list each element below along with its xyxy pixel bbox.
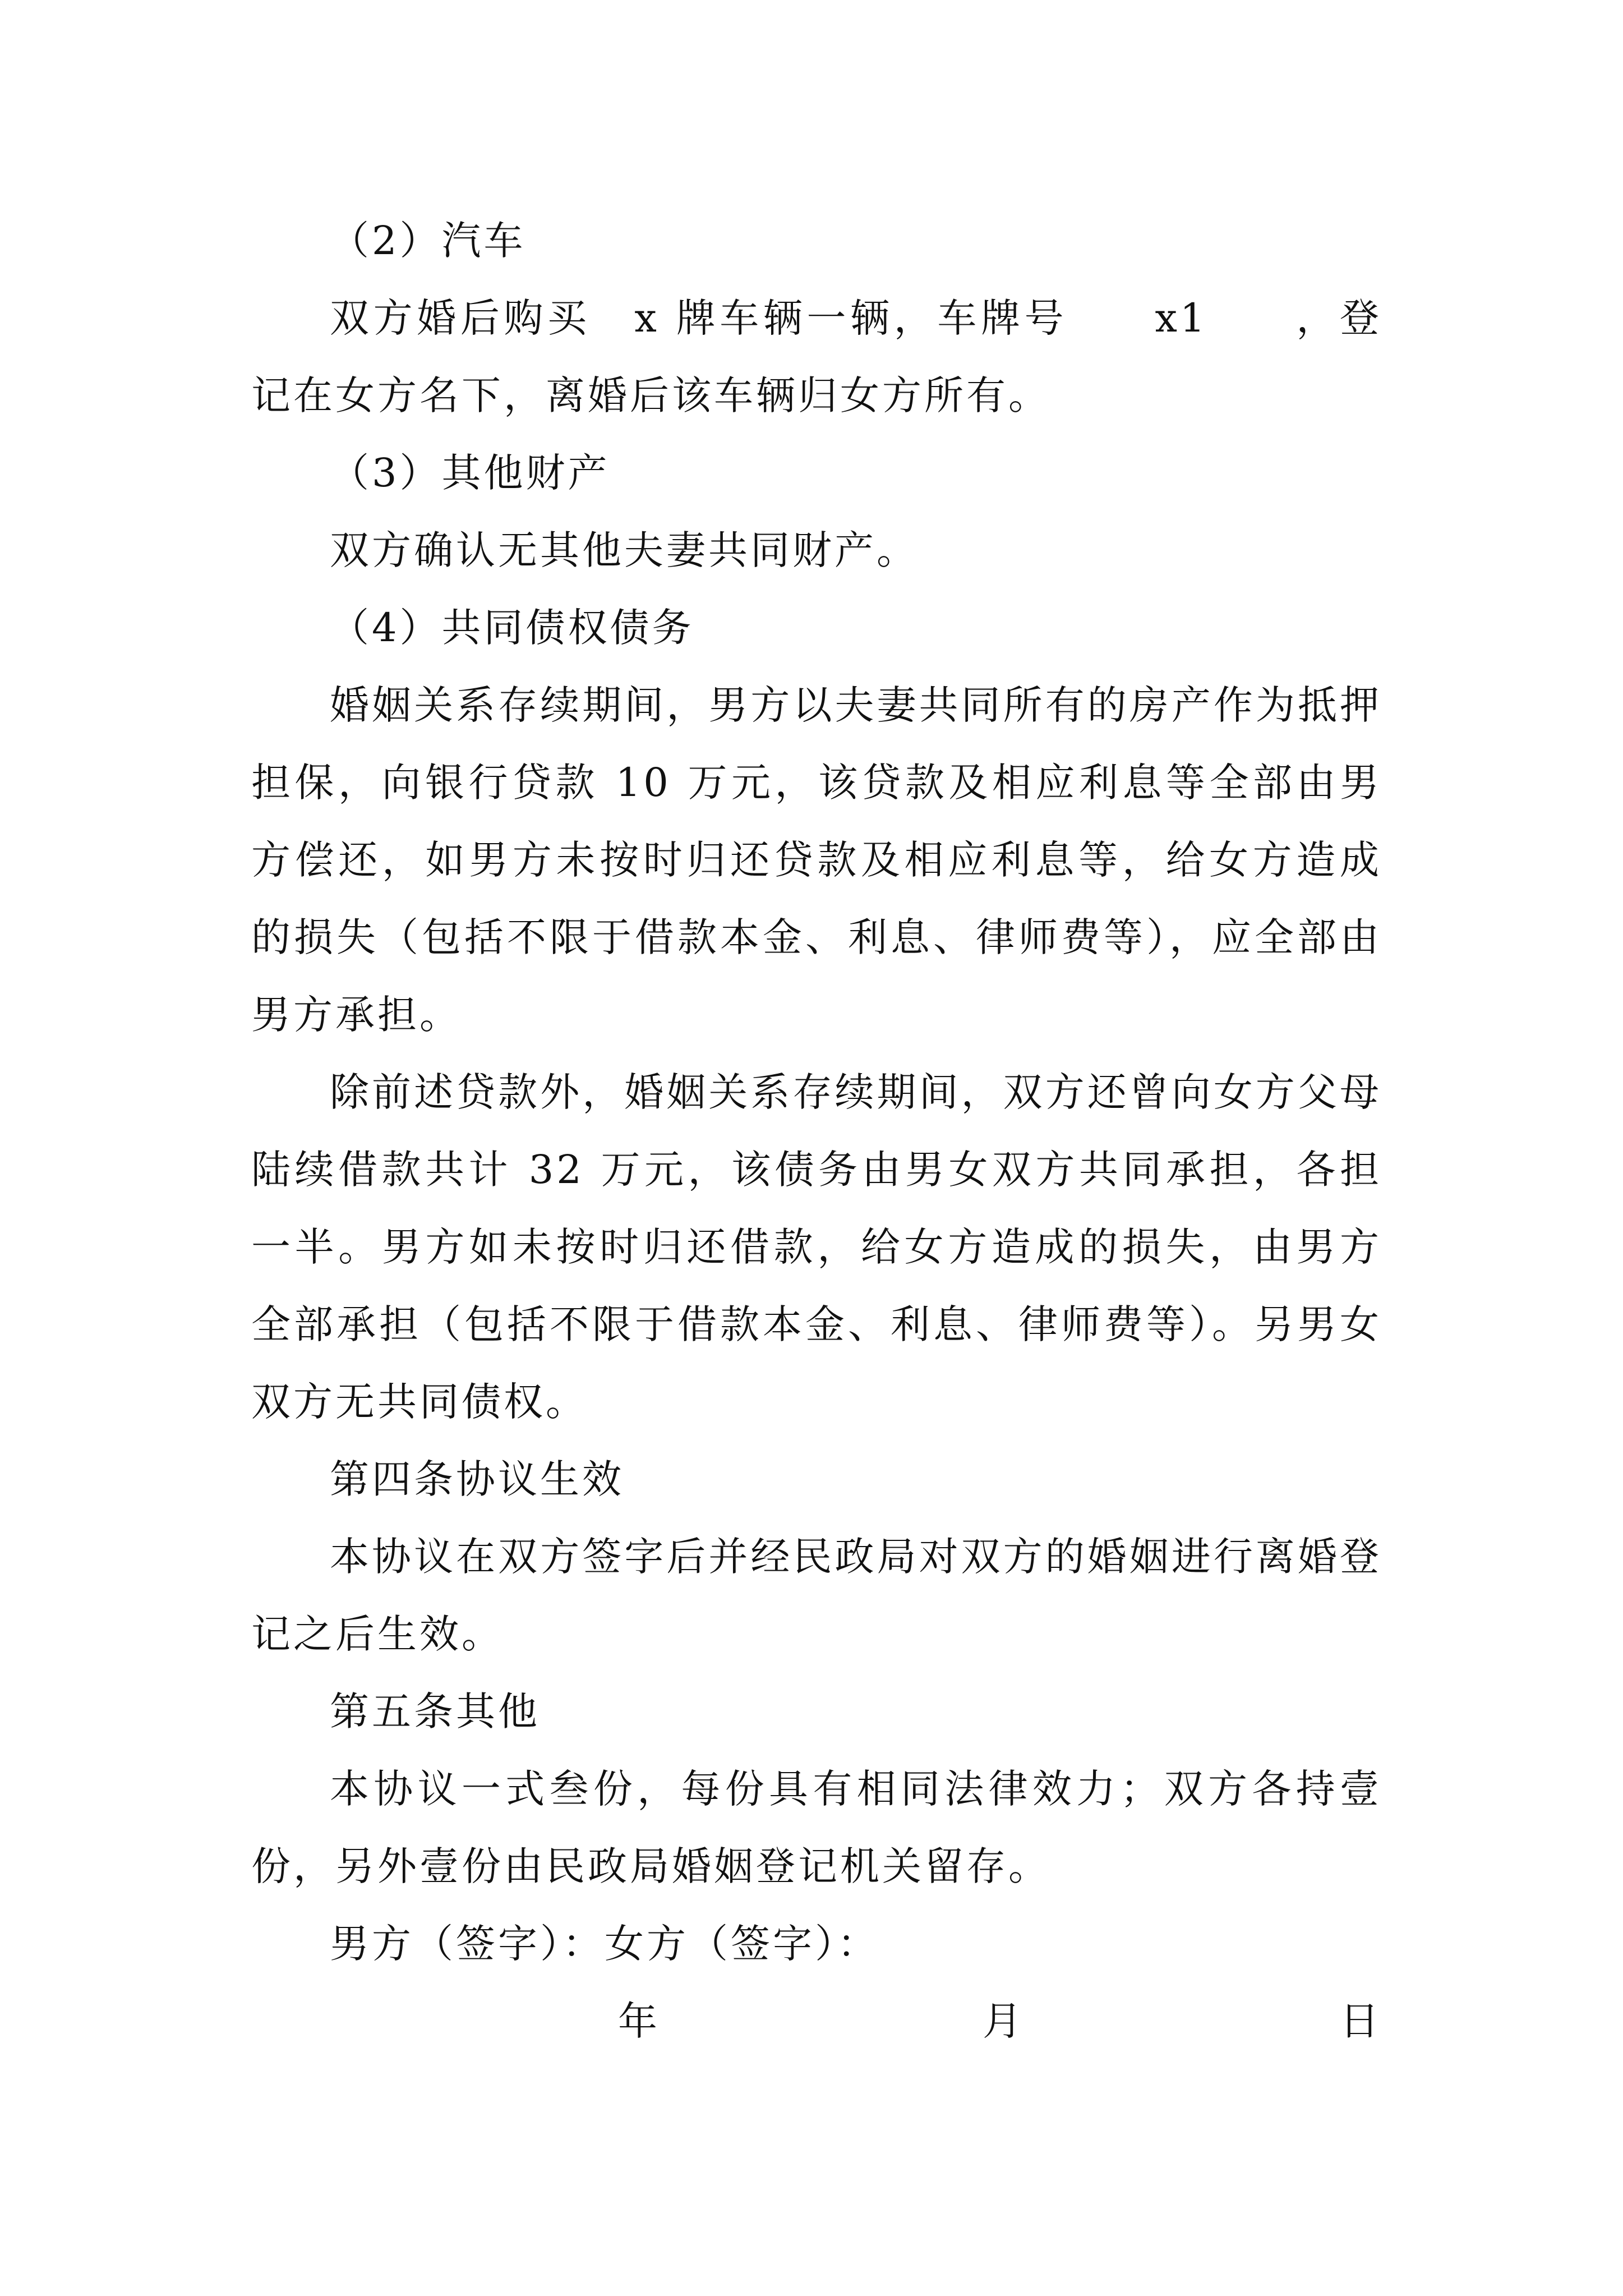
paragraph-copies: 本协议一式叁份，每份具有相同法律效力；双方各持壹份，另外壹份由民政局婚姻登记机关留存。 xyxy=(251,1766,1382,1889)
paragraph-effective: 本协议在双方签字后并经民政局对双方的婚姻进行离婚登记之后生效。 xyxy=(251,1534,1382,1657)
section-heading-car: （2）汽车 xyxy=(330,218,526,264)
paragraph-car: 双方婚后购买 x 牌车辆一辆，车牌号 x1 ，登记在女方名下，离婚后该车辆归女方所有。 xyxy=(251,295,1382,418)
date-day-label: 日 xyxy=(1340,1998,1382,2044)
paragraph-family-loan: 除前述贷款外，婚姻关系存续期间，双方还曾向女方父母陆续借款共计 32 万元，该债务由男女双方共同承担，各担一半。男方如未按时归还借款，给女方造成的损失，由男方全部承担（包括不限于借款本金、利息、律师费等）。另男女双方无共同债权。 xyxy=(251,1069,1382,1425)
paragraph-bank-loan: 婚姻关系存续期间，男方以夫妻共同所有的房产作为抵押担保，向银行贷款 10 万元，该贷款及相应利息等全部由男方偿还，如男方未按时归还贷款及相应利息等，给女方造成的损失（包括不限于借款本金、利息、律师费等），应全部由男方承担。 xyxy=(251,682,1382,1038)
paragraph-other-property: 双方确认无其他夫妻共同财产。 xyxy=(330,527,919,573)
section-heading-other-property: （3）其他财产 xyxy=(330,450,610,496)
signature-line: 男方（签字）：女方（签字）： xyxy=(330,1921,879,1967)
document-body xyxy=(251,202,1382,2060)
article-four-heading: 第四条协议生效 xyxy=(330,1456,624,1502)
date-year-label: 年 xyxy=(618,1998,660,2044)
date-month-label: 月 xyxy=(983,1998,1025,2044)
article-five-heading: 第五条其他 xyxy=(330,1688,540,1734)
date-line xyxy=(251,1982,1382,2060)
section-heading-debts: （4）共同债权债务 xyxy=(330,605,694,651)
